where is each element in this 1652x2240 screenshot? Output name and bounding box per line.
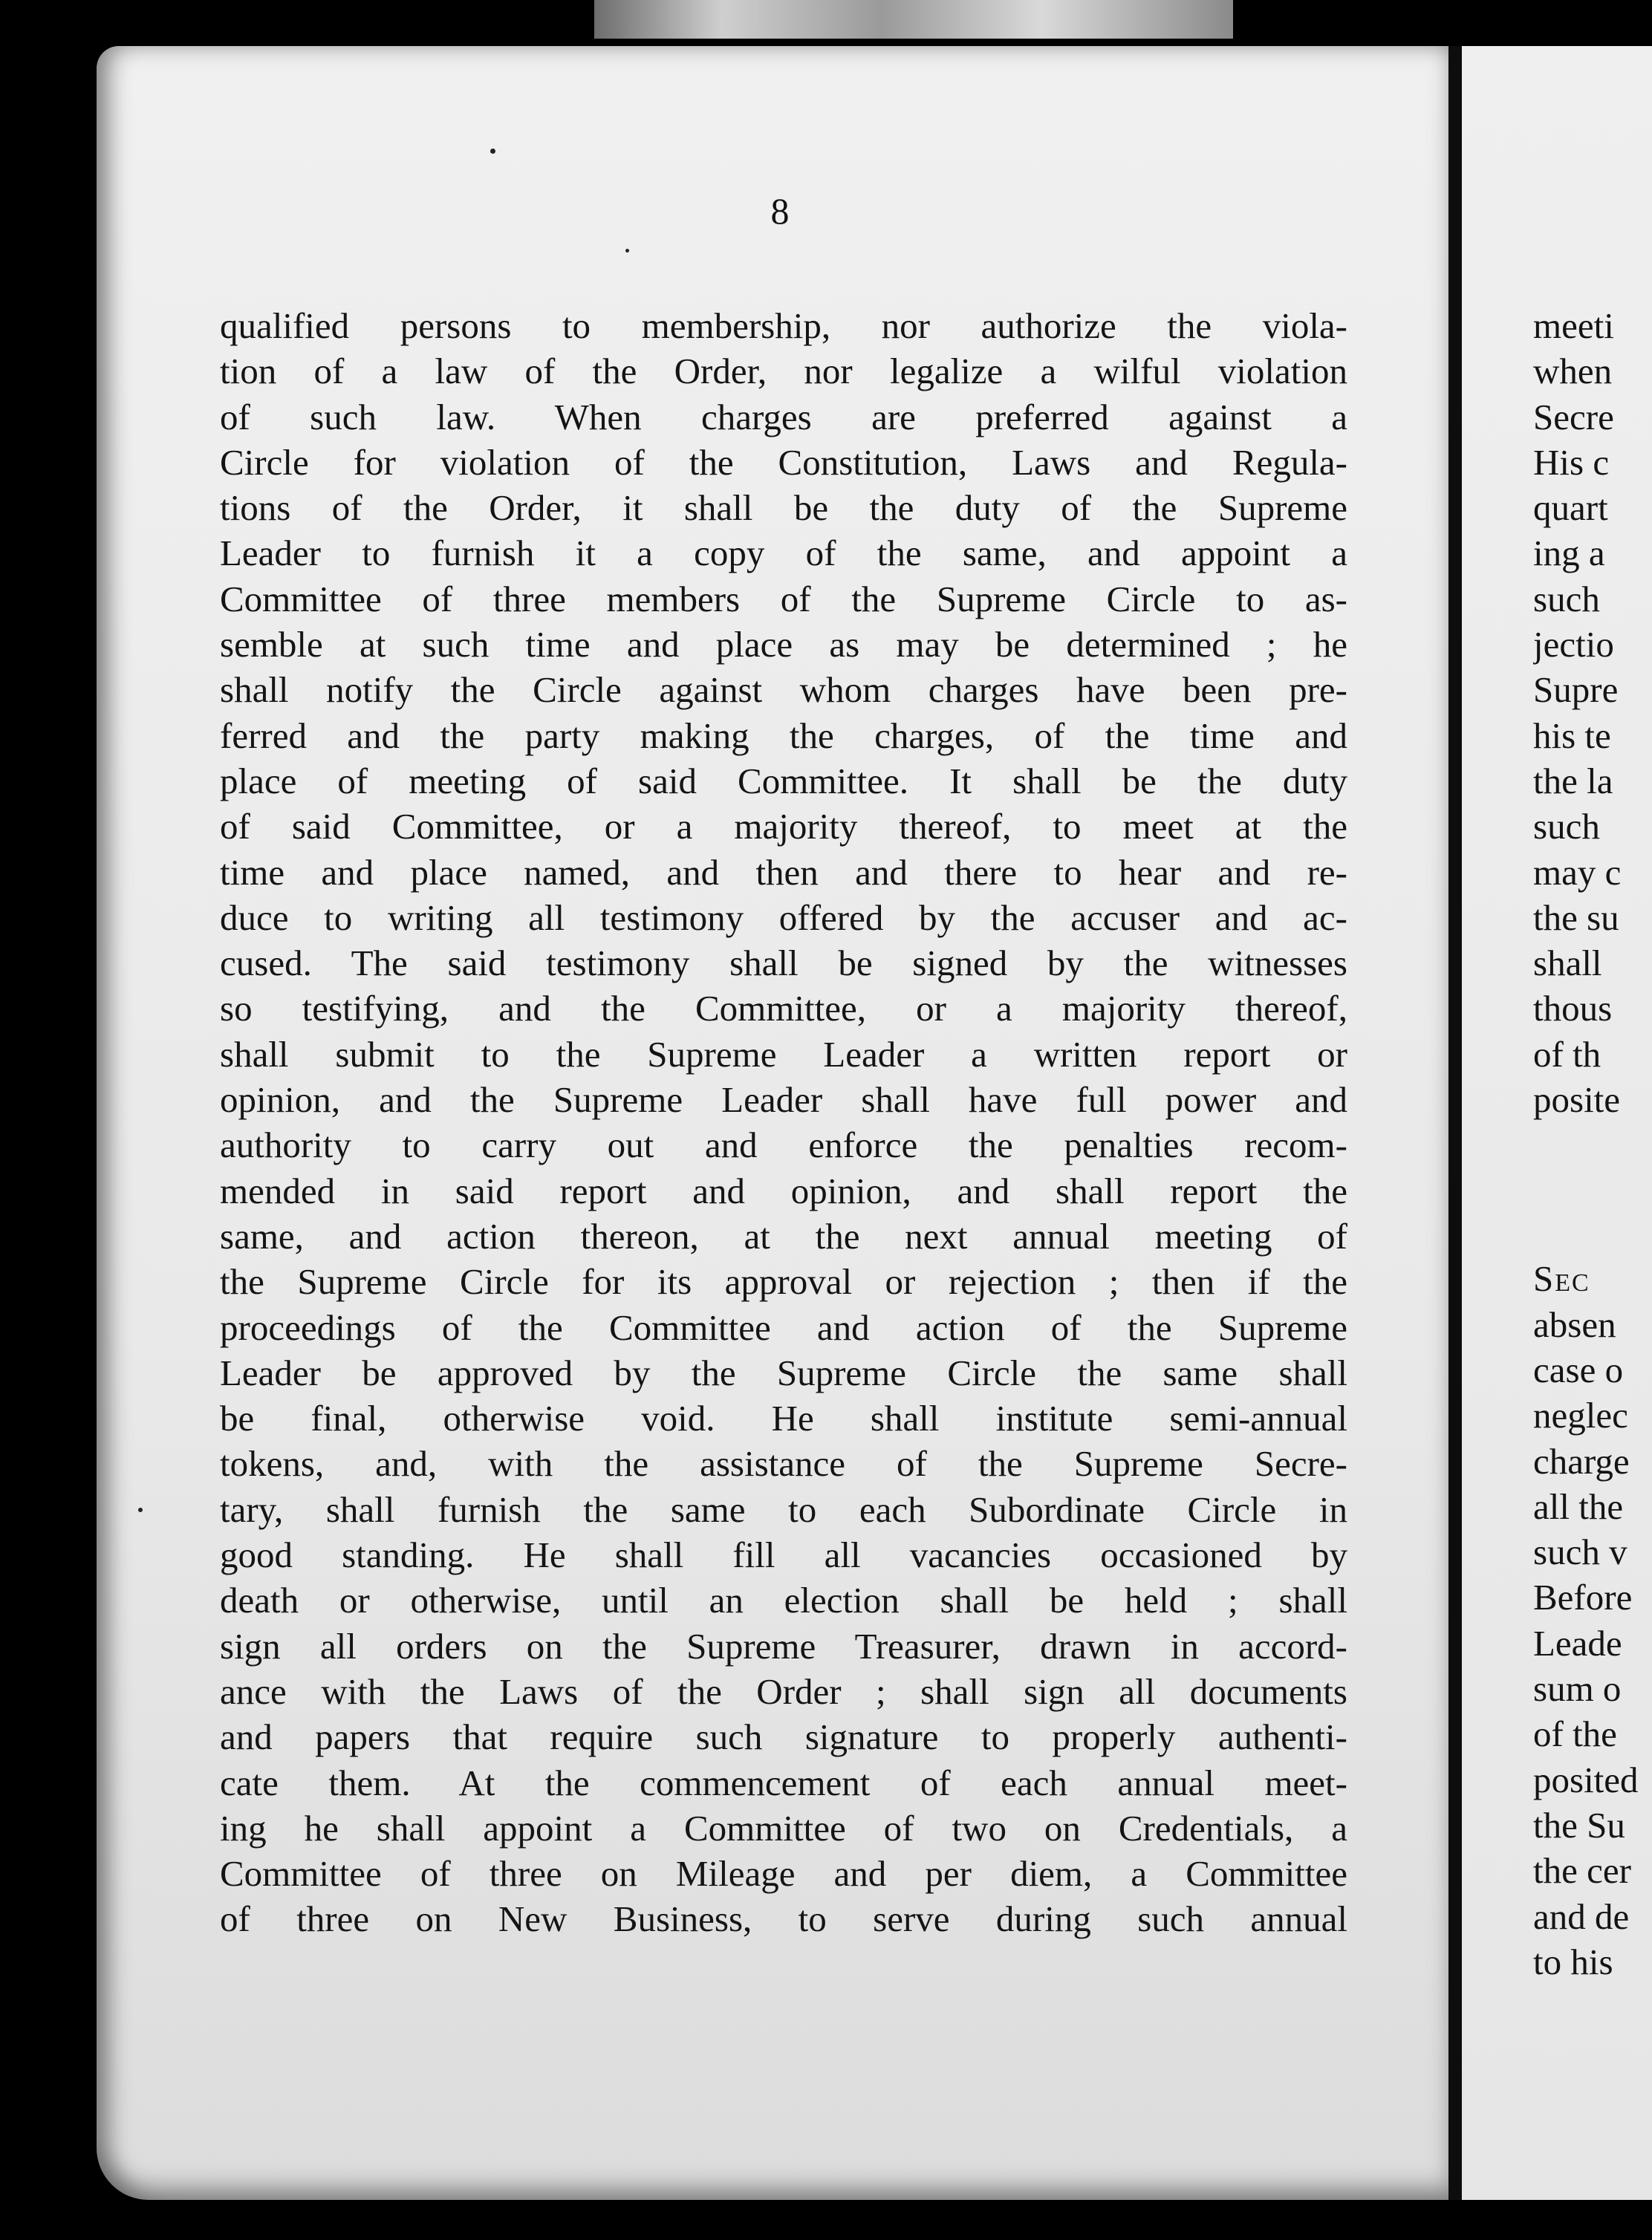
text-line: cate them. At the commencement of each annual meet-	[220, 1762, 1347, 1803]
text-line: duce to writing all testimony offered by the accuser and ac-	[220, 896, 1347, 938]
facing-text-line: may c	[1533, 851, 1622, 893]
text-line: and papers that require such signature to properly authenti-	[220, 1716, 1347, 1758]
facing-text-line: sum o	[1533, 1668, 1622, 1710]
ink-speck	[490, 149, 495, 154]
text-line: of such law. When charges are preferred against a	[220, 396, 1347, 437]
text-line: shall submit to the Supreme Leader a written report or	[220, 1033, 1347, 1075]
text-line: time and place named, and then and there to hear and re-	[220, 851, 1347, 893]
text-line: so testifying, and the Committee, or a majority thereof,	[220, 988, 1347, 1029]
facing-text-line: of the	[1533, 1713, 1617, 1755]
facing-text-line: Before	[1533, 1577, 1633, 1618]
ink-speck	[138, 1508, 143, 1512]
text-line: tion of a law of the Order, nor legalize a wilful violation	[220, 351, 1347, 392]
facing-text-line: ing a	[1533, 533, 1605, 574]
text-line: mended in said report and opinion, and shall report the	[220, 1170, 1347, 1211]
text-line: tary, shall furnish the same to each Subordinate Circle in	[220, 1488, 1347, 1530]
text-line: shall notify the Circle against whom charges have been pre-	[220, 669, 1347, 711]
page-gutter	[1448, 46, 1462, 2200]
text-line: proceedings of the Committee and action of the Supreme	[220, 1306, 1347, 1348]
facing-text-line: posited	[1533, 1759, 1639, 1800]
scan-top-strip	[594, 0, 1233, 39]
facing-text-line: his te	[1533, 714, 1611, 756]
facing-text-line: the Su	[1533, 1804, 1625, 1846]
facing-text-line: to his	[1533, 1941, 1613, 1982]
text-line: qualified persons to membership, nor authorize the viola-	[220, 305, 1347, 346]
text-line: authority to carry out and enforce the penalties recom-	[220, 1124, 1347, 1166]
facing-text-line: posite	[1533, 1079, 1621, 1121]
text-line: opinion, and the Supreme Leader shall have full power and	[220, 1079, 1347, 1121]
text-line: tokens, and, with the assistance of the Supreme Secre-	[220, 1443, 1347, 1485]
text-line: the Supreme Circle for its approval or rejection ; then if the	[220, 1261, 1347, 1303]
facing-text-line: all the	[1533, 1485, 1624, 1527]
facing-text-line: when	[1533, 351, 1613, 392]
facing-text-line: Supre	[1533, 669, 1619, 711]
facing-text-line: quart	[1533, 487, 1608, 529]
facing-text-line: jectio	[1533, 624, 1614, 665]
text-line: death or otherwise, until an election shall be held ; shall	[220, 1580, 1347, 1621]
text-line: Committee of three members of the Supreme Circle to as-	[220, 578, 1347, 619]
facing-section-heading: Sec	[1533, 1258, 1590, 1300]
facing-text-line: the su	[1533, 896, 1619, 938]
text-line: sign all orders on the Supreme Treasurer, drawn in accord-	[220, 1625, 1347, 1667]
facing-text-line: shall	[1533, 942, 1602, 984]
facing-text-line: such	[1533, 806, 1600, 847]
text-line: be final, otherwise void. He shall institute semi-annual	[220, 1398, 1347, 1439]
facing-text-line: the la	[1533, 760, 1613, 801]
facing-text-line: meeti	[1533, 305, 1614, 346]
facing-text-line: His c	[1533, 441, 1610, 483]
facing-text-line: and de	[1533, 1895, 1630, 1937]
facing-text-line: neglec	[1533, 1395, 1628, 1436]
text-line: cused. The said testimony shall be signed by the witnesses	[220, 942, 1347, 984]
facing-text-line: charge	[1533, 1440, 1630, 1482]
page-body-text	[220, 303, 1347, 1942]
text-line: Leader to furnish it a copy of the same, and appoint a	[220, 533, 1347, 574]
page-number: 8	[770, 190, 790, 232]
text-line: same, and action thereon, at the next annual meeting of	[220, 1215, 1347, 1257]
text-line: good standing. He shall fill all vacancies occasioned by	[220, 1534, 1347, 1576]
text-line: place of meeting of said Committee. It shall be the duty	[220, 760, 1347, 801]
facing-text-line: Secre	[1533, 396, 1614, 437]
facing-text-line: absen	[1533, 1303, 1616, 1345]
text-line: of said Committee, or a majority thereof, to meet at the	[220, 806, 1347, 847]
facing-text-line: the cer	[1533, 1850, 1631, 1892]
text-line: ance with the Laws of the Order ; shall sign all documents	[220, 1670, 1347, 1712]
text-line: Committee of three on Mileage and per diem, a Committee	[220, 1853, 1347, 1895]
text-line: ferred and the party making the charges, of the time and	[220, 714, 1347, 756]
facing-text-line: thous	[1533, 988, 1613, 1029]
text-line: Circle for violation of the Constitution, Laws and Regula-	[220, 441, 1347, 483]
ink-speck	[625, 249, 629, 253]
text-line: tions of the Order, it shall be the duty of the Supreme	[220, 487, 1347, 529]
facing-page-text	[1533, 303, 1652, 1985]
text-line: Leader be approved by the Supreme Circle the same shall	[220, 1352, 1347, 1393]
facing-text-line: of th	[1533, 1033, 1601, 1075]
text-line: semble at such time and place as may be determined ; he	[220, 624, 1347, 665]
facing-text-line: such	[1533, 578, 1600, 619]
facing-text-line: case o	[1533, 1349, 1624, 1390]
facing-text-line: Leade	[1533, 1622, 1622, 1664]
text-line: ing he shall appoint a Committee of two on Credentials, a	[220, 1807, 1347, 1849]
text-line: of three on New Business, to serve during such annual	[220, 1898, 1347, 1940]
facing-text-line: such v	[1533, 1531, 1627, 1573]
